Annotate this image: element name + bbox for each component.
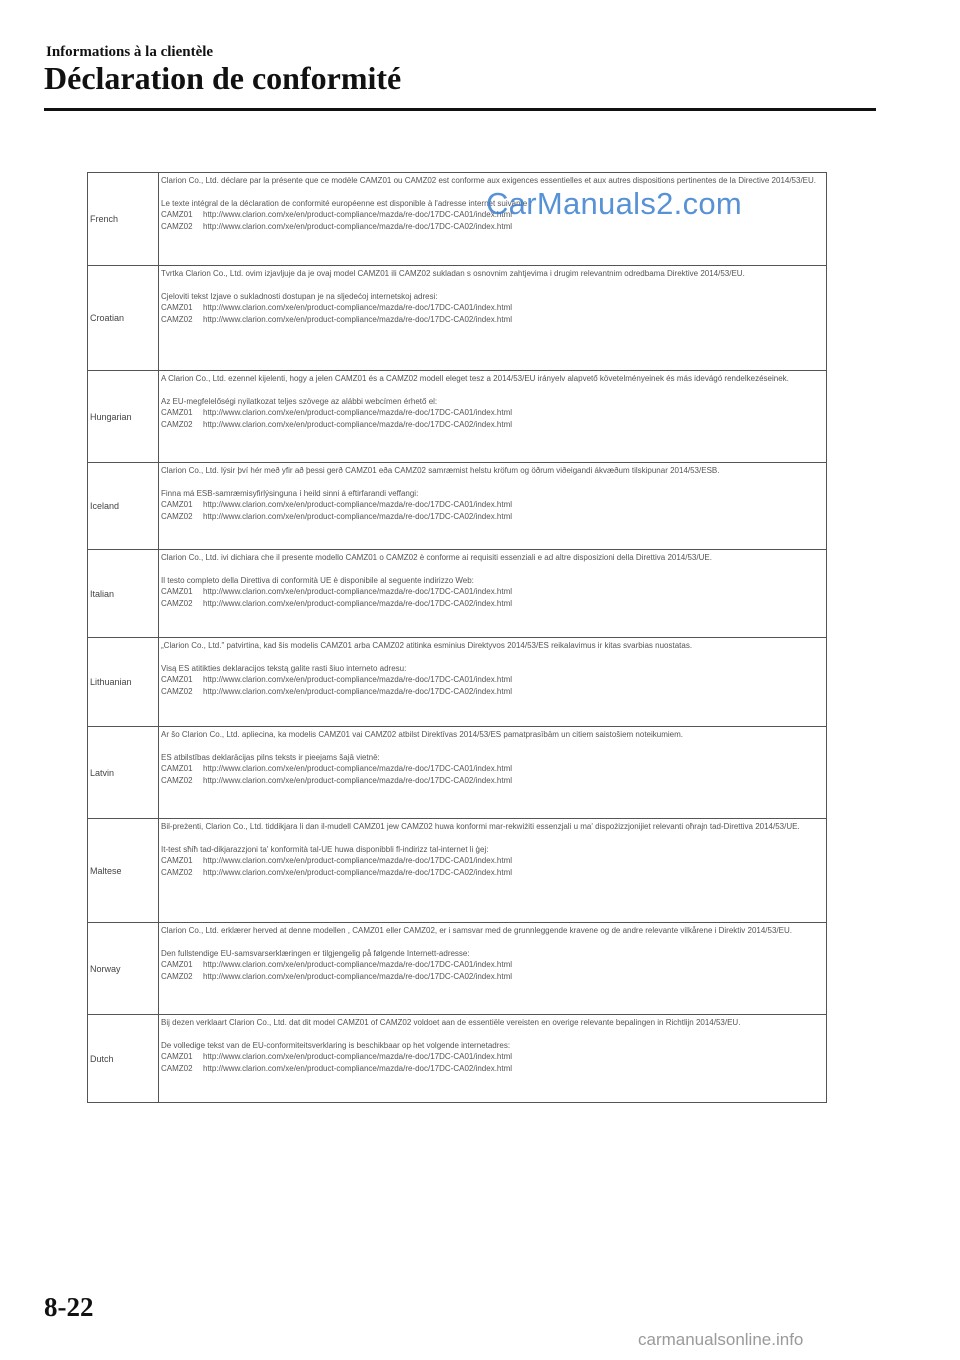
availability-text: De volledige tekst van de EU-conformiteitsverklaring is beschikbaar op het volgende internetadres: xyxy=(161,1040,511,1050)
table-row xyxy=(88,727,827,819)
table-row xyxy=(88,923,827,1015)
camz02-line xyxy=(161,686,823,698)
declaration-cell xyxy=(159,727,827,819)
camz01-line xyxy=(161,959,823,971)
declaration-text: A Clarion Co., Ltd. ezennel kijelenti, hogy a jelen CAMZ01 és a CAMZ02 modell eleget tesz a 2014/53/EU irányelv alapvető követelményeinek és más idevágó rendelkezéseinek. xyxy=(161,374,789,383)
camz02-line xyxy=(161,314,823,326)
declaration-table xyxy=(87,172,827,1103)
declaration-cell xyxy=(159,638,827,727)
table-row xyxy=(88,1015,827,1103)
declaration-text: Tvrtka Clarion Co., Ltd. ovim izjavljuje da je ovaj model CAMZ01 ili CAMZ02 sukladan s osnovnim zahtjevima i drugim relevantnim odredbama Direktive 2014/53/EU. xyxy=(161,269,745,278)
model-code: CAMZ02 xyxy=(161,1063,193,1073)
table-row xyxy=(88,371,827,463)
compliance-url: http://www.clarion.com/xe/en/product-compliance/mazda/re-doc/17DC-CA02/index.html xyxy=(203,971,513,981)
declaration-cell xyxy=(159,550,827,638)
camz02-line xyxy=(161,598,823,610)
model-code: CAMZ02 xyxy=(161,598,193,608)
declaration-cell xyxy=(159,266,827,371)
availability-text: Le texte intégral de la déclaration de conformité européenne est disponible à l'adresse internet suivante : xyxy=(161,198,532,208)
model-code: CAMZ02 xyxy=(161,867,193,877)
camz02-line xyxy=(161,775,823,787)
compliance-url: http://www.clarion.com/xe/en/product-compliance/mazda/re-doc/17DC-CA01/index.html xyxy=(203,500,513,509)
declaration-text: Clarion Co., Ltd. lýsir því hér með yfir að þessi gerð CAMZ01 eða CAMZ02 samræmist helstu kröfum og öðrum viðeigandi ákvæðum tilskipunar 2014/53/ESB. xyxy=(161,466,720,475)
model-code: CAMZ01 xyxy=(161,960,193,969)
compliance-url: http://www.clarion.com/xe/en/product-compliance/mazda/re-doc/17DC-CA01/index.html xyxy=(203,303,513,312)
declaration-text: „Clarion Co., Ltd." patvirtina, kad šis modelis CAMZ01 arba CAMZ02 atitinka esminius Direktyvos 2014/53/ES reikalavimus ir kitas svarbias nuostatas. xyxy=(161,641,693,650)
declaration-text: Clarion Co., Ltd. erklærer herved at denne modellen , CAMZ01 eller CAMZ02, er i samsvar med de grunnleggende kravene og de andre relevante vilkårene i Direktiv 2014/53/EU. xyxy=(161,926,792,935)
compliance-url: http://www.clarion.com/xe/en/product-compliance/mazda/re-doc/17DC-CA01/index.html xyxy=(203,1052,513,1061)
compliance-url: http://www.clarion.com/xe/en/product-compliance/mazda/re-doc/17DC-CA01/index.html xyxy=(203,764,513,773)
camz01-line xyxy=(161,763,823,775)
model-code: CAMZ01 xyxy=(161,764,193,773)
camz02-line xyxy=(161,419,823,431)
compliance-url: http://www.clarion.com/xe/en/product-compliance/mazda/re-doc/17DC-CA02/index.html xyxy=(203,598,513,608)
camz01-line xyxy=(161,407,823,419)
model-code: CAMZ02 xyxy=(161,971,193,981)
availability-text: It-test sħiħ tad-dikjarazzjoni ta' konformità tal-UE huwa disponibbli fl-indirizz tal-internet li ġej: xyxy=(161,844,489,854)
header-rule xyxy=(44,108,876,111)
declaration-text: Ar šo Clarion Co., Ltd. apliecina, ka modelis CAMZ01 vai CAMZ02 atbilst Direktīvas 2014/53/ES pamatprasībām un citiem saistošiem noteikumiem. xyxy=(161,730,683,739)
camz02-line xyxy=(161,971,823,983)
language-cell: Italian xyxy=(88,550,159,638)
table-row xyxy=(88,463,827,550)
camz02-line xyxy=(161,221,823,233)
compliance-url: http://www.clarion.com/xe/en/product-compliance/mazda/re-doc/17DC-CA01/index.html xyxy=(203,587,513,596)
camz01-line xyxy=(161,499,823,511)
compliance-url: http://www.clarion.com/xe/en/product-compliance/mazda/re-doc/17DC-CA02/index.html xyxy=(203,686,513,696)
declaration-text: Bij dezen verklaart Clarion Co., Ltd. dat dit model CAMZ01 of CAMZ02 voldoet aan de essentiële vereisten en overige relevante bepalingen in Richtlijn 2014/53/EU. xyxy=(161,1018,741,1027)
model-code: CAMZ01 xyxy=(161,1052,193,1061)
availability-text: Visą ES atitikties deklaracijos tekstą galite rasti šiuo interneto adresu: xyxy=(161,663,407,673)
watermark-logo-top: CarManuals2.com xyxy=(486,186,743,221)
language-cell: French xyxy=(88,173,159,266)
compliance-url: http://www.clarion.com/xe/en/product-compliance/mazda/re-doc/17DC-CA01/index.html xyxy=(203,408,513,417)
model-code: CAMZ01 xyxy=(161,500,193,509)
table-row xyxy=(88,266,827,371)
compliance-url: http://www.clarion.com/xe/en/product-compliance/mazda/re-doc/17DC-CA01/index.html xyxy=(203,675,513,684)
model-code: CAMZ02 xyxy=(161,419,193,429)
declaration-cell xyxy=(159,463,827,550)
language-cell: Iceland xyxy=(88,463,159,550)
model-code: CAMZ01 xyxy=(161,856,193,865)
language-cell: Norway xyxy=(88,923,159,1015)
declaration-text: Bil-preżenti, Clarion Co., Ltd. tiddikjara li dan il-mudell CAMZ01 jew CAMZ02 huwa konformi mar-rekwiżiti essenzjali u ma' dispożizzjonijiet relevanti oħrajn tad-Direttiva 2014/53/UE. xyxy=(161,822,800,831)
watermark-logo-bottom: carmanualsonline.info xyxy=(638,1330,804,1349)
declaration-cell xyxy=(159,923,827,1015)
compliance-url: http://www.clarion.com/xe/en/product-compliance/mazda/re-doc/17DC-CA02/index.html xyxy=(203,775,513,785)
camz01-line xyxy=(161,674,823,686)
model-code: CAMZ01 xyxy=(161,210,193,219)
language-cell: Latvin xyxy=(88,727,159,819)
model-code: CAMZ02 xyxy=(161,511,193,521)
language-cell: Maltese xyxy=(88,819,159,923)
camz01-line xyxy=(161,586,823,598)
compliance-url: http://www.clarion.com/xe/en/product-compliance/mazda/re-doc/17DC-CA02/index.html xyxy=(203,867,513,877)
language-cell: Hungarian xyxy=(88,371,159,463)
camz02-line xyxy=(161,1063,823,1075)
compliance-url: http://www.clarion.com/xe/en/product-compliance/mazda/re-doc/17DC-CA02/index.html xyxy=(203,511,513,521)
compliance-url: http://www.clarion.com/xe/en/product-compliance/mazda/re-doc/17DC-CA02/index.html xyxy=(203,314,513,324)
camz01-line xyxy=(161,855,823,867)
availability-text: Il testo completo della Direttiva di conformità UE è disponibile al seguente indirizzo Web: xyxy=(161,575,474,585)
camz02-line xyxy=(161,867,823,879)
language-cell: Lithuanian xyxy=(88,638,159,727)
availability-text: Cjeloviti tekst Izjave o sukladnosti dostupan je na sljedećoj internetskoj adresi: xyxy=(161,291,438,301)
model-code: CAMZ02 xyxy=(161,686,193,696)
model-code: CAMZ01 xyxy=(161,303,193,312)
declaration-cell xyxy=(159,371,827,463)
compliance-url: http://www.clarion.com/xe/en/product-compliance/mazda/re-doc/17DC-CA02/index.html xyxy=(203,221,513,231)
compliance-url: http://www.clarion.com/xe/en/product-compliance/mazda/re-doc/17DC-CA02/index.html xyxy=(203,419,513,429)
language-cell: Croatian xyxy=(88,266,159,371)
compliance-url: http://www.clarion.com/xe/en/product-compliance/mazda/re-doc/17DC-CA01/index.html xyxy=(203,210,513,219)
model-code: CAMZ01 xyxy=(161,408,193,417)
availability-text: Den fullstendige EU-samsvarserklæringen er tilgjengelig på følgende Internett-adresse: xyxy=(161,948,470,958)
model-code: CAMZ01 xyxy=(161,587,193,596)
compliance-url: http://www.clarion.com/xe/en/product-compliance/mazda/re-doc/17DC-CA01/index.html xyxy=(203,960,513,969)
table-row xyxy=(88,550,827,638)
availability-text: ES atbilstības deklarācijas pilns teksts ir pieejams šajā vietnē: xyxy=(161,752,380,762)
availability-text: Az EU-megfelelőségi nyilatkozat teljes szövege az alábbi webcímen érhető el: xyxy=(161,396,438,406)
compliance-url: http://www.clarion.com/xe/en/product-compliance/mazda/re-doc/17DC-CA01/index.html xyxy=(203,856,513,865)
table-row xyxy=(88,638,827,727)
camz01-line xyxy=(161,1051,823,1063)
model-code: CAMZ02 xyxy=(161,314,193,324)
compliance-url: http://www.clarion.com/xe/en/product-compliance/mazda/re-doc/17DC-CA02/index.html xyxy=(203,1063,513,1073)
camz02-line xyxy=(161,511,823,523)
declaration-text: Clarion Co., Ltd. ivi dichiara che il presente modello CAMZ01 o CAMZ02 è conforme ai requisiti essenziali e ad altre disposizioni della Direttiva 2014/53/UE. xyxy=(161,553,712,562)
availability-text: Finna má ESB-samræmisyfirlýsinguna í heild sinni á eftirfarandi veffangi: xyxy=(161,488,419,498)
language-cell: Dutch xyxy=(88,1015,159,1103)
page-title: Déclaration de conformité xyxy=(44,60,402,96)
declaration-cell xyxy=(159,1015,827,1103)
model-code: CAMZ02 xyxy=(161,221,193,231)
model-code: CAMZ02 xyxy=(161,775,193,785)
declaration-cell xyxy=(159,819,827,923)
table-row xyxy=(88,819,827,923)
section-heading: Informations à la clientèle xyxy=(46,44,214,60)
page-number: 8-22 xyxy=(44,1292,94,1322)
model-code: CAMZ01 xyxy=(161,675,193,684)
declaration-text: Clarion Co., Ltd. déclare par la présente que ce modèle CAMZ01 ou CAMZ02 est conforme aux exigences essentielles et aux autres dispositions pertinentes de la Directive 2014/53/EU. xyxy=(161,176,817,185)
camz01-line xyxy=(161,302,823,314)
